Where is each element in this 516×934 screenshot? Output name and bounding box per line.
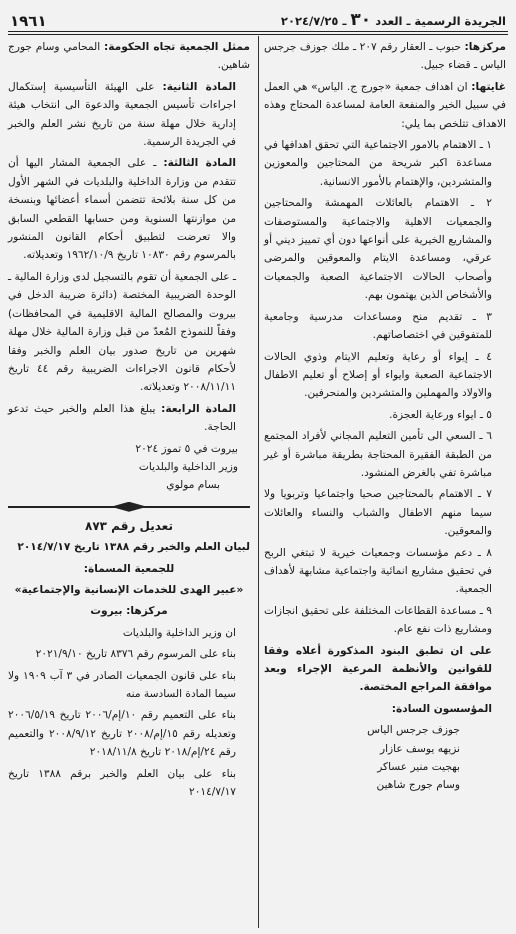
signature-title: وزير الداخلية والبلديات [138, 460, 238, 473]
article-4 [8, 400, 250, 437]
association-label: للجمعية المسماة: [83, 562, 175, 575]
founder-name: بهجيت منير عساكر [377, 761, 460, 774]
legal-basis-item: بناء على التعميم رقم ١٠/إم/٢٠٠٦ تاريخ ٢٠٠٦/٥/١٩ وتعديله رقم ١٥/إم/٢٠٠٨ تاريخ ٢٠٠٨/٩/١٢ والتعميم رقم ٢٤/إم/٢٠١٨ تاريخ ٢٠١٨/١١/٨ [8, 709, 236, 759]
closing-note: على ان تطبق البنود المذكورة أعلاه وفقا للقوانين والأنظمة المرعية الإجراء وبعد موافقة المراجع المختصة. [264, 644, 492, 694]
headquarters-label: مركزها: [464, 41, 506, 53]
goal-item-1: ١ ـ الاهتمام بالامور الاجتماعية التي تحقق اهدافها في مساعدة اكبر شريحة من المحتاجين والمعوزين والمتشردين، والإهتمام بالأمور الانسانية. [264, 139, 492, 188]
goals-text: ان اهداف جمعية «جورج ج. الياس» هي العمل في سبيل الخير والمنفعة العامة لمساعدة المحتاج وهذه الاهداف تتلخص بما يلي: [264, 80, 506, 130]
founder-name: وسام جورج شاهين [376, 779, 460, 792]
founders-label: المؤسسون السادة: [391, 702, 492, 715]
journal-name: الجريدة الرسمية ـ العدد [375, 14, 506, 28]
goals-paragraph [264, 78, 506, 133]
minister-line: ان وزير الداخلية والبلديات [122, 626, 236, 639]
goal-item-4: ٤ ـ إيواء أو رعاية وتعليم الايتام وذوي الحالات الاجتماعية الصعبة وايواء أو إصلاح أو تعليم الاطفال والاولاد والمهملين والمتشردين والمنحرفين. [264, 350, 492, 400]
association-name: «عبير الهدى للخدمات الإنسانية والإجتماعية» [14, 583, 244, 596]
goal-item-5: ٥ ـ ايواء ورعاية العجزة. [389, 408, 492, 421]
section-divider [8, 501, 250, 513]
headquarters-paragraph [264, 38, 506, 75]
page-number: ١٩٦١ [10, 12, 47, 30]
header-rule [8, 31, 508, 32]
goal-item-8: ٨ ـ دعم مؤسسات وجمعيات خيرية لا تبتغي الربح في تحقيق مشاريع انمائية واجتماعية مشابهة لأهداف الجمعية. [264, 546, 492, 596]
representative-paragraph [8, 38, 250, 75]
legal-basis-item: بناء على المرسوم رقم ٨٣٧٦ تاريخ ٢٠٢١/٩/١٠ [35, 648, 236, 661]
goal-item-6: ٦ ـ السعي الى تأمين التعليم المجاني لأفراد المجتمع من الطبقة الفقيرة المحتاجة بطريقة مباشرة أو غير مباشرة تفي بالغرض المنشود. [264, 430, 492, 479]
article-2 [8, 78, 250, 152]
founder-name: جوزف جرجس الياس [367, 724, 460, 737]
legal-basis-item: بناء على بيان العلم والخبر برقم ١٣٨٨ تاريخ ٢٠١٤/٧/١٧ [8, 767, 236, 799]
amendment-title: تعديل رقم ٨٧٣ [85, 518, 173, 533]
association-headquarters: مركزها: بيروت [90, 605, 168, 618]
article-3-label: المادة الثالثة: [163, 157, 236, 170]
divider-ornament [111, 502, 147, 512]
header-rule-thin [8, 34, 508, 35]
legal-basis-item: بناء على قانون الجمعيات الصادر في ٣ آب ١٩٠٩ ولا سيما المادة السادسة منه [8, 669, 236, 700]
headquarters-text: حبوب ـ العقار رقم ٢٠٧ ـ ملك جوزف جرجس الياس ـ قضاء جبيل. [264, 41, 506, 72]
signature-date: بيروت في ٥ تموز ٢٠٢٤ [135, 442, 238, 455]
goal-item-7: ٧ ـ الاهتمام بالمحتاجين صحيا واجتماعيا وتربويا ولا سيما منهم الاطفال والشباب والنساء والعائلات والمعوقين. [264, 488, 492, 538]
journal-title [281, 10, 506, 30]
representative-text: المحامي وسام جورج شاهين. [8, 41, 250, 72]
issue-date: ـ ٢٠٢٤/٧/٢٥ [280, 14, 347, 28]
article-4-text: يبلغ هذا العلم والخبر حيث تدعو الحاجة. [8, 402, 236, 434]
article-2-label: المادة الثانية: [162, 80, 236, 93]
goal-item-2: ٢ ـ الاهتمام بالعائلات المهمشة والمحتاجين والجمعيات الاهلية والاجتماعية والمستوصفات والمشاريع الخيرية على أنواعها دون أي تمييز ديني أو عرقي، ومساعدة الايتام والمعوقين والمرضى وأصحاب الحالات الاجتماعية الصعبة والجمعيات والأشخاص الذين يهتمون بهم. [264, 197, 492, 302]
amendment-subtitle: لبيان العلم والخبر رقم ١٣٨٨ تاريخ ٢٠١٤/٧/١٧ [17, 541, 250, 554]
column-divider [258, 36, 259, 928]
article-3 [8, 154, 250, 264]
goal-item-9: ٩ ـ مساعدة القطاعات المختلفة على تحقيق انجازات ومشاريع ذات نفع عام. [264, 604, 492, 636]
article-3-extra: ـ على الجمعية أن تقوم بالتسجيل لدى وزارة المالية ـ الوحدة الضريبية المختصة (دائرة ضريبة الدخل في بيروت والمصالح المالية الاقليمية في المحافظات) وفقاً للنموذج المُعدّ من قبل وزارة المالية خلال مهلة شهرين من تاريخ صدور بيان العلم والخبر وفقا لأحكام قانون الاجراءات الضريبية رقم ٤٤ تاريخ ٢٠٠٨/١١/١١ وتعديلاته. [7, 270, 236, 394]
right-column [264, 38, 506, 795]
founder-name: نزيهه يوسف عازار [379, 742, 460, 755]
goal-item-3: ٣ ـ تقديم منح ومساعدات مدرسية وجامعية للمتفوقين في اختصاصاتهم. [264, 310, 492, 342]
goals-label: غايتها: [471, 80, 506, 93]
representative-label: ممثل الجمعية تجاه الحكومة: [104, 41, 250, 53]
article-3-text: ـ على الجمعية المشار اليها أن تتقدم من وزارة الداخلية والبلديات في الشهر الأول من كل سنة بلائحة تتضمن أسماء أعضائها وبنسخة من موازنتها السنوية ومن حسابها القطعي السابق والا تعرضت لتطبيق أحكام القانون المنشور بالمرسوم رقم ١٠٨٣٠ تاريخ ١٩٦٢/١٠/٩ وتعديلاته. [8, 157, 236, 262]
article-2-text: على الهيئة التأسيسية إستكمال اجراءات تأسيس الجمعية والدعوة الى انتخاب هيئة إدارية خلال مهلة سنة من تاريخ نشر العلم والخبر في الجريدة الرسمية. [8, 80, 236, 149]
signature-name: بسام مولوي [166, 479, 220, 492]
issue-number: ٣٠ [350, 10, 372, 30]
left-column [8, 38, 250, 804]
page-header [10, 6, 506, 30]
article-4-label: المادة الرابعة: [161, 402, 236, 415]
